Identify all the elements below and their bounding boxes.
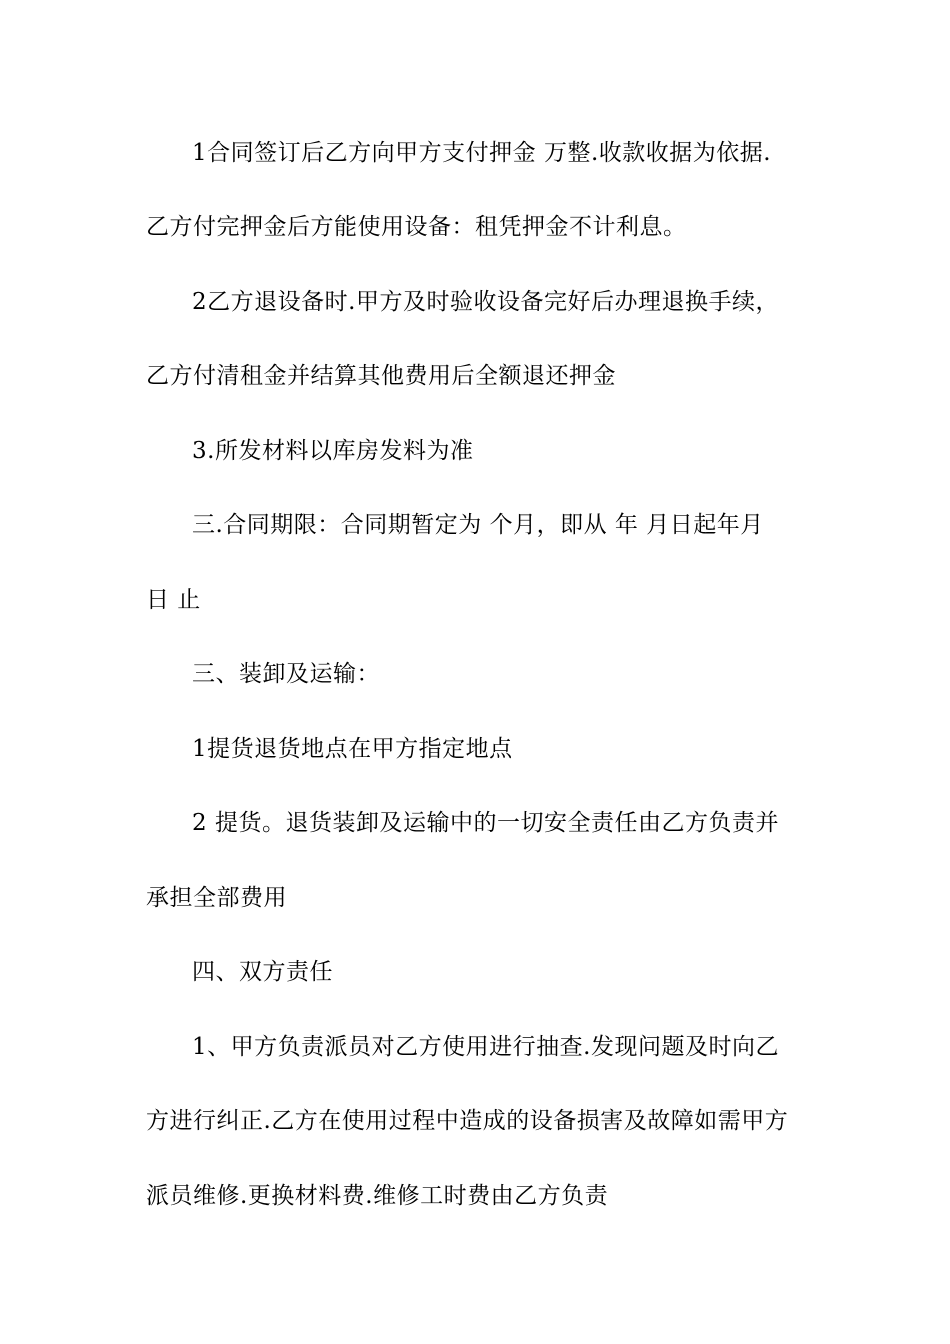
paragraph-line: 方进行纠正.乙方在使用过程中造成的设备损害及故障如需甲方 [146,1108,789,1134]
paragraph-line: 派员维修.更换材料费.维修工时费由乙方负责 [146,1183,609,1209]
paragraph-line: 3.所发材料以库房发料为准 [192,438,474,464]
paragraph-line: 承担全部费用 [146,885,287,911]
section-heading: 三、装卸及运输： [192,661,380,687]
paragraph-line: 乙方付完押金后方能使用设备：租凭押金不计利息。 [146,214,687,240]
paragraph-line: 2乙方退设备时.甲方及时验收设备完好后办理退换手续， [192,289,779,315]
section-heading: 四、双方责任 [192,959,333,985]
paragraph-line: 1提货退货地点在甲方指定地点 [192,736,513,762]
paragraph-line: 1、甲方负责派员对乙方使用进行抽查.发现问题及时向乙 [192,1034,779,1060]
paragraph-line: 2 提货。退货装卸及运输中的一切安全责任由乙方负责并 [192,810,779,836]
paragraph-line: 乙方付清租金并结算其他费用后全额退还押金 [146,363,616,389]
paragraph-line: 1合同签订后乙方向甲方支付押金 万整.收款收据为依据. [192,140,772,166]
paragraph-line: 日 止 [146,587,201,613]
paragraph-line: 三.合同期限：合同期暂定为 个月，即从 年 月日起年月 [192,512,764,538]
